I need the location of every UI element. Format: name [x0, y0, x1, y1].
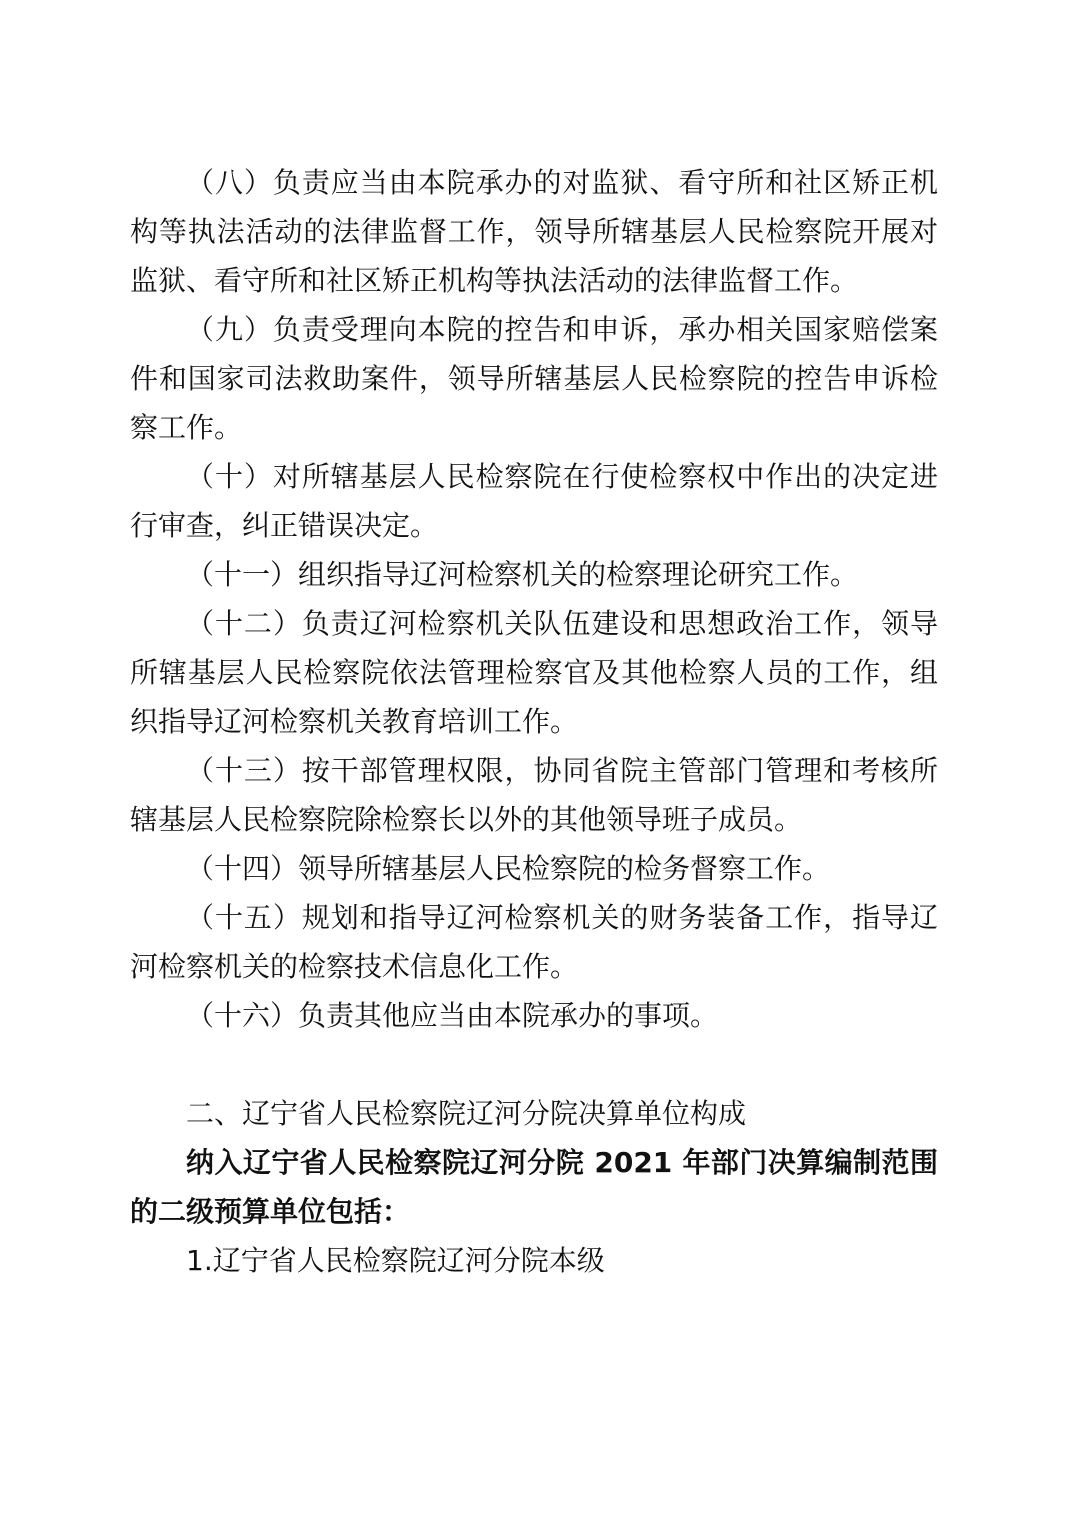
duty-item-14: （十四）领导所辖基层人民检察院的检务督察工作。 — [186, 852, 831, 885]
duty-item-10: （十）对所辖基层人民检察院在行使检察权中作出的决定进行审查，纠正错误决定。 — [130, 460, 938, 542]
duty-item-11: （十一）组织指导辽河检察机关的检察理论研究工作。 — [186, 558, 859, 591]
duty-item-9: （九）负责受理向本院的控告和申诉，承办相关国家赔偿案件和国家司法救助案件，领导所辖基层人民检察院的控告申诉检察工作。 — [130, 313, 938, 444]
duty-item-12: （十二）负责辽河检察机关队伍建设和思想政治工作，领导所辖基层人民检察院依法管理检察官及其他检察人员的工作，组织指导辽河检察机关教育培训工作。 — [130, 607, 938, 738]
duty-item-13: （十三）按干部管理权限，协同省院主管部门管理和考核所辖基层人民检察院除检察长以外的其他领导班子成员。 — [130, 754, 938, 836]
duty-item-16: （十六）负责其他应当由本院承办的事项。 — [186, 999, 719, 1032]
section-heading: 二、辽宁省人民检察院辽河分院决算单位构成 — [186, 1097, 747, 1130]
duty-item-8: （八）负责应当由本院承办的对监狱、看守所和社区矫正机构等执法活动的法律监督工作，领导所辖基层人民检察院开展对监狱、看守所和社区矫正机构等执法活动的法律监督工作。 — [130, 166, 938, 297]
budget-units-intro: 纳入辽宁省人民检察院辽河分院 2021 年部门决算编制范围的二级预算单位包括： — [130, 1146, 938, 1228]
document-body — [130, 158, 938, 1285]
budget-unit-list-item: 1.辽宁省人民检察院辽河分院本级 — [186, 1244, 605, 1277]
duty-item-15: （十五）规划和指导辽河检察机关的财务装备工作，指导辽河检察机关的检察技术信息化工作。 — [130, 901, 938, 983]
